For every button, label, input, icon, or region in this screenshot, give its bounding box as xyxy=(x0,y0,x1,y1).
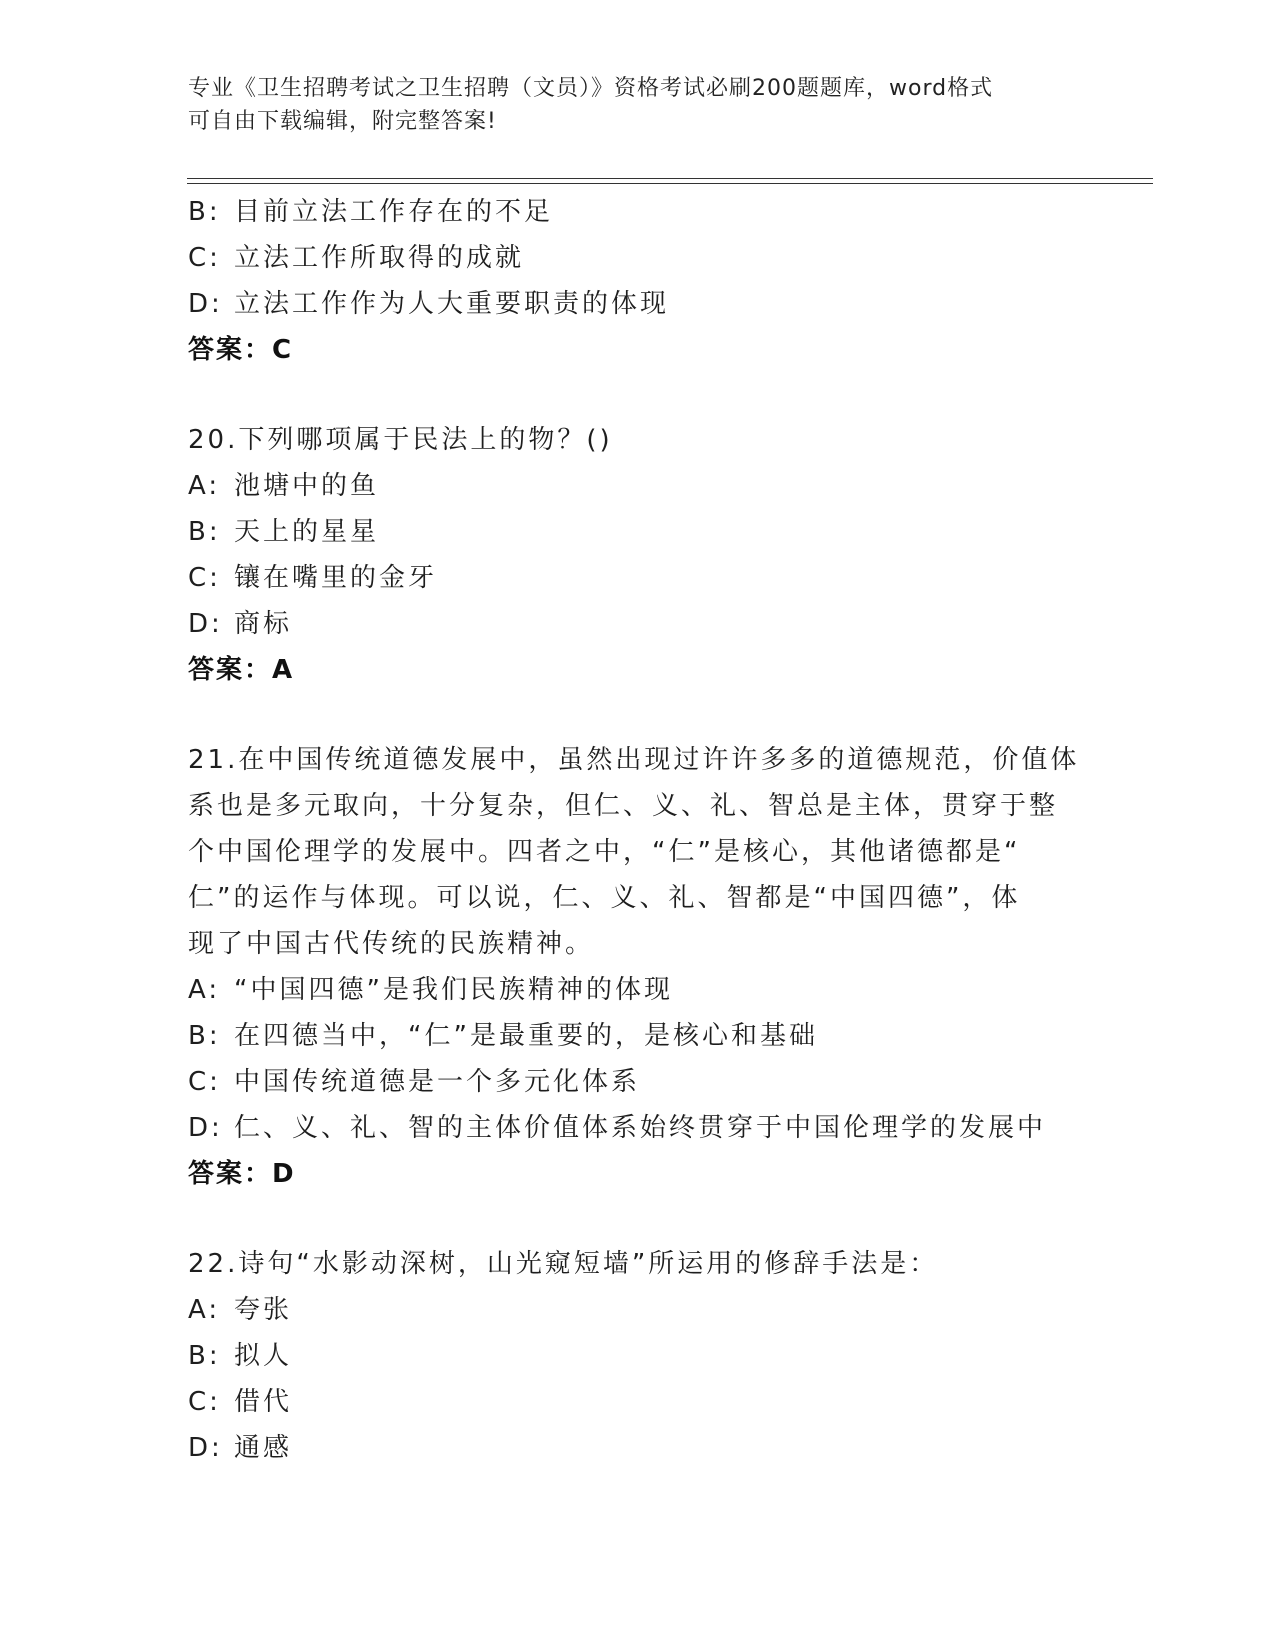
header-rule-top xyxy=(187,178,1153,179)
option-letter: C: xyxy=(188,563,221,593)
question-20 xyxy=(188,417,1088,693)
option-text: 借代 xyxy=(234,1387,293,1417)
option-letter: D: xyxy=(188,1433,223,1463)
question-stem-line: 21.在中国传统道德发展中，虽然出现过许许多多的道德规范，价值体 xyxy=(188,745,1080,775)
option-letter: C: xyxy=(188,243,221,273)
option-letter: D: xyxy=(188,609,223,639)
option-text: 通感 xyxy=(234,1433,293,1463)
question-stem-line: 个中国伦理学的发展中。四者之中，“仁”是核心，其他诸德都是“ xyxy=(188,837,1021,867)
document-body xyxy=(188,189,1088,1471)
option-c xyxy=(188,555,1088,601)
option-letter: B: xyxy=(188,1021,221,1051)
option-a xyxy=(188,1287,1088,1333)
option-d xyxy=(188,601,1088,647)
option-c xyxy=(188,1379,1088,1425)
question-stem: 20.下列哪项属于民法上的物？() xyxy=(188,425,613,455)
option-letter: C: xyxy=(188,1387,221,1417)
option-text: 中国传统道德是一个多元化体系 xyxy=(234,1067,641,1097)
option-letter: B: xyxy=(188,197,221,227)
option-a xyxy=(188,967,1088,1013)
question-22 xyxy=(188,1241,1088,1471)
option-letter: D: xyxy=(188,289,223,319)
option-text: 池塘中的鱼 xyxy=(234,471,380,501)
option-text: 在四德当中，“仁”是最重要的，是核心和基础 xyxy=(234,1021,818,1051)
option-text: “中国四德”是我们民族精神的体现 xyxy=(234,975,673,1005)
option-text: 镶在嘴里的金牙 xyxy=(234,563,438,593)
option-text: 天上的星星 xyxy=(234,517,380,547)
option-b xyxy=(188,509,1088,555)
option-d xyxy=(188,281,1088,327)
option-c xyxy=(188,235,1088,281)
option-d xyxy=(188,1425,1088,1471)
option-letter: A: xyxy=(188,1295,221,1325)
option-letter: B: xyxy=(188,1341,221,1371)
option-b xyxy=(188,189,1088,235)
option-b xyxy=(188,1333,1088,1379)
option-letter: C: xyxy=(188,1067,221,1097)
question-21 xyxy=(188,737,1088,1197)
document-header xyxy=(188,72,1088,138)
header-line-1: 专业《卫生招聘考试之卫生招聘（文员）》资格考试必刷200题题库，word格式 xyxy=(188,76,994,101)
option-a xyxy=(188,463,1088,509)
option-text: 商标 xyxy=(234,609,293,639)
answer: 答案：C xyxy=(188,335,294,365)
question-stem-line: 系也是多元取向，十分复杂，但仁、义、礼、智总是主体，贯穿于整 xyxy=(188,791,1059,821)
header-line-2: 可自由下载编辑，附完整答案! xyxy=(188,109,497,134)
question-19 xyxy=(188,189,1088,373)
option-letter: A: xyxy=(188,471,221,501)
answer: 答案：D xyxy=(188,1159,296,1189)
option-text: 仁、义、礼、智的主体价值体系始终贯穿于中国伦理学的发展中 xyxy=(234,1113,1047,1143)
option-c xyxy=(188,1059,1088,1105)
option-text: 拟人 xyxy=(234,1341,293,1371)
option-text: 夸张 xyxy=(234,1295,293,1325)
question-stem-line: 仁”的运作与体现。可以说，仁、义、礼、智都是“中国四德”，体 xyxy=(188,883,1021,913)
question-stem-line: 现了中国古代传统的民族精神。 xyxy=(188,929,595,959)
option-text: 立法工作所取得的成就 xyxy=(234,243,525,273)
question-stem: 22.诗句“水影动深树，山光窥短墙”所运用的修辞手法是： xyxy=(188,1249,939,1279)
option-letter: B: xyxy=(188,517,221,547)
option-text: 立法工作作为人大重要职责的体现 xyxy=(234,289,670,319)
option-b xyxy=(188,1013,1088,1059)
option-text: 目前立法工作存在的不足 xyxy=(234,197,554,227)
option-letter: A: xyxy=(188,975,221,1005)
header-rule-bottom xyxy=(187,183,1153,184)
option-d xyxy=(188,1105,1088,1151)
answer: 答案：A xyxy=(188,655,295,685)
option-letter: D: xyxy=(188,1113,223,1143)
